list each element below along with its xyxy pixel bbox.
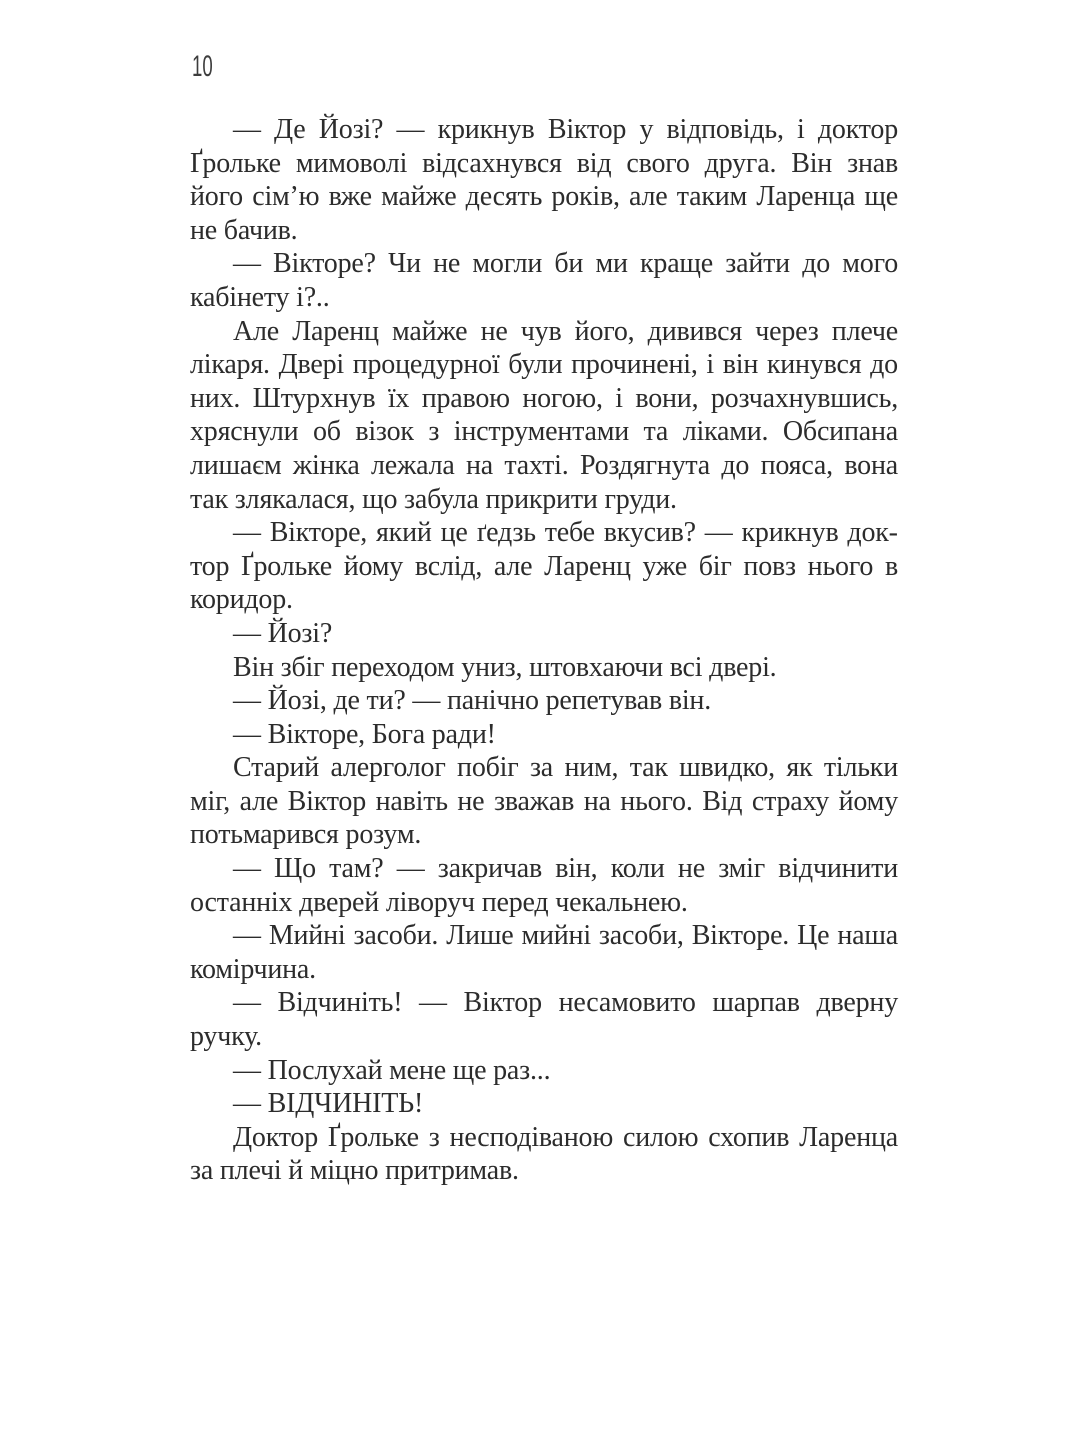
paragraph: — Вікторе, який це ґедзь тебе вкусив? — крикнув доктор Ґрольке йому вслід, але Ларенц уже біг повз нього в коридор.	[190, 517, 898, 616]
paragraph: Але Ларенц майже не чув його, дивився через плече лікаря. Двері процедурної були прочинені, і він кинувся до них. Штурхнув їх правою ногою, і вони, розчахнувшись, хряснули об візок з інструментами та ліками. Обсипана лишаєм жінка лежала на тахті. Роздягнута до пояса, вона так злякалася, що забула прикрити груди.	[190, 315, 898, 515]
paragraph: — Де Йозі? — крикнув Віктор у відповідь, і доктор Ґрольке мимоволі відсахнувся від свого друга. Він знав його сім’ю вже майже десять років, але таким Ларенца ще не бачив.	[190, 114, 898, 246]
paragraph: — Мийні засоби. Лише мийні засоби, Вікторе. Це наша комірчина.	[190, 920, 898, 985]
paragraph: Доктор Ґрольке з несподіваною силою схопив Ларенца за плечі й міцно притримав.	[190, 1121, 898, 1187]
paragraph: — Що там? — закричав він, коли не зміг відчинити останніх дверей ліворуч перед чекальнею.	[190, 853, 898, 918]
paragraph: — Вікторе, Бога ради!	[233, 718, 496, 750]
page-number: 10	[192, 50, 213, 83]
text-block	[190, 113, 898, 1188]
paragraph: — ВІДЧИНІТЬ!	[233, 1088, 424, 1120]
paragraph: Він збіг переходом униз, штовхаючи всі двері.	[233, 651, 777, 683]
paragraph: — Йозі, де ти? — панічно репетував він.	[233, 685, 712, 717]
paragraph: — Йозі?	[233, 617, 333, 649]
paragraph: — Вікторе? Чи не могли би ми краще зайти до мого кабінету і?..	[190, 248, 898, 313]
paragraph: Старий алерголог побіг за ним, так швидко, як тільки міг, але Віктор навіть не зважав на нього. Від страху йому потьмарився розум.	[190, 752, 898, 851]
paragraph: — Відчиніть! — Віктор несамовито шарпав дверну ручку.	[190, 987, 898, 1053]
paragraph: — Послухай мене ще раз...	[233, 1054, 551, 1086]
